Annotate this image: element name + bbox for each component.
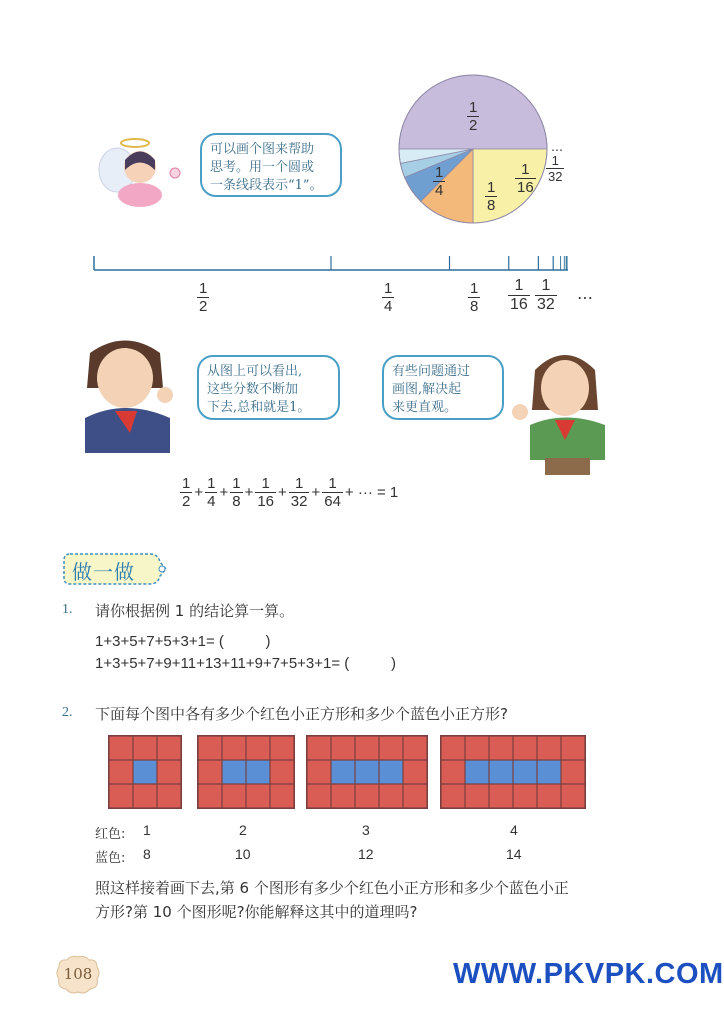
q1-number: 1. [62, 602, 73, 617]
blue-square [133, 760, 157, 784]
segment-label-eighth: 1 8 [470, 280, 479, 315]
pie-label-half: 1 2 [469, 99, 478, 134]
red-square [133, 784, 157, 808]
blue-count-4: 14 [506, 846, 522, 862]
red-square [537, 784, 561, 808]
pattern-figure [440, 735, 586, 809]
fraction-segment-line [92, 252, 572, 274]
pie-ellipsis: … [551, 140, 563, 154]
red-square [403, 784, 427, 808]
red-square [133, 736, 157, 760]
pie-label-eighth: 1 8 [487, 179, 496, 214]
blue-count-1: 8 [143, 846, 151, 862]
red-square [307, 760, 331, 784]
red-square [157, 760, 181, 784]
blue-count-label: 蓝色: [95, 851, 126, 866]
red-square [561, 736, 585, 760]
red-count-3: 3 [362, 822, 370, 838]
q2-prompt: 下面每个图中各有多少个红色小正方形和多少个蓝色小正方形? [95, 705, 508, 723]
blue-square [513, 760, 537, 784]
girl-illustration [510, 340, 610, 475]
red-square [441, 784, 465, 808]
series-sum-equation [180, 476, 398, 509]
pattern-figure [197, 735, 295, 809]
red-square [198, 760, 222, 784]
q1-equation-1: 1+3+5+7+5+3+1= ( ) [95, 633, 271, 650]
blue-square [379, 760, 403, 784]
red-square [157, 784, 181, 808]
red-count-4: 4 [510, 822, 518, 838]
section-title-text: 做一做 [72, 560, 135, 584]
pie-label-thirtysecond: 1 32 [548, 153, 563, 184]
red-square [537, 736, 561, 760]
plus-sign: + [278, 484, 287, 501]
red-square [307, 736, 331, 760]
q2-follow-up-line-1: 照这样接着画下去,第 6 个图形有多少个红色小正方形和多少个蓝色小正 [95, 879, 569, 897]
red-count-1: 1 [143, 822, 151, 838]
red-square [513, 736, 537, 760]
red-square [489, 784, 513, 808]
segment-label-thirtysecond: 1 32 [537, 277, 555, 313]
blue-square [465, 760, 489, 784]
pattern-figure [306, 735, 428, 809]
boy-illustration [75, 333, 185, 453]
q2-number: 2. [62, 705, 73, 720]
blue-square [331, 760, 355, 784]
red-square [403, 760, 427, 784]
red-square [561, 784, 585, 808]
series-term: $\frac{1}{16}$ [257, 475, 275, 510]
red-square [109, 760, 133, 784]
pattern-figure [108, 735, 182, 809]
red-square [198, 736, 222, 760]
angel-speech-bubble: 可以画个图来帮助 思考。用一个圆或 一条线段表示“1”。 [200, 133, 342, 197]
red-square [307, 784, 331, 808]
red-square [246, 736, 270, 760]
q1-equation-2: 1+3+5+7+9+11+13+11+9+7+5+3+1= ( ) [95, 655, 396, 672]
watermark-text: WWW.PKVPK.COM [453, 958, 724, 990]
red-square [355, 784, 379, 808]
red-square [331, 784, 355, 808]
red-square [465, 784, 489, 808]
red-square [270, 760, 294, 784]
q2-follow-up-line-2: 方形?第 10 个图形呢?你能解释这其中的道理吗? [95, 903, 418, 921]
red-square [441, 760, 465, 784]
red-square [561, 760, 585, 784]
square-pattern-figures [108, 735, 588, 810]
page-number-badge [55, 955, 101, 995]
red-square [157, 736, 181, 760]
red-square [441, 736, 465, 760]
series-term: $\frac{1}{32}$ [290, 475, 308, 510]
segment-label-sixteenth: 1 16 [510, 277, 528, 313]
red-square [355, 736, 379, 760]
series-term: $\frac{1}{4}$ [207, 475, 216, 510]
red-square [513, 784, 537, 808]
series-term: $\frac{1}{64}$ [324, 475, 341, 510]
red-square [109, 784, 133, 808]
red-square [270, 784, 294, 808]
blue-square [537, 760, 561, 784]
red-square [331, 736, 355, 760]
red-square [379, 784, 403, 808]
q1-prompt: 请你根据例 1 的结论算一算。 [95, 602, 295, 620]
section-title-badge [62, 550, 170, 588]
red-square [109, 736, 133, 760]
red-square [222, 736, 246, 760]
boy-speech-bubble: 从图上可以看出, 这些分数不断加 下去,总和就是1。 [197, 355, 340, 420]
plus-sign: + [311, 484, 321, 501]
blue-square [246, 760, 270, 784]
red-square [270, 736, 294, 760]
plus-sign: + [194, 484, 204, 501]
red-square [403, 736, 427, 760]
segment-label-quarter: 1 4 [384, 280, 393, 315]
series-term: $\frac{1}{8}$ [232, 475, 241, 510]
pie-label-sixteenth: 1 16 [517, 161, 534, 196]
blue-count-2: 10 [235, 846, 251, 862]
red-square [198, 784, 222, 808]
blue-square [355, 760, 379, 784]
girl-speech-bubble: 有些问题通过 画图,解决起 来更直观。 [382, 355, 504, 420]
red-count-label: 红色: [95, 827, 126, 842]
red-square [489, 736, 513, 760]
red-square [246, 784, 270, 808]
red-square [465, 736, 489, 760]
segment-label-half: 1 2 [199, 280, 208, 315]
red-square [222, 784, 246, 808]
page-number: 108 [63, 965, 93, 983]
blue-count-3: 12 [358, 846, 374, 862]
angel-illustration [95, 125, 185, 215]
series-term: $\frac{1}{2}$ [182, 475, 191, 510]
plus-sign: + [219, 484, 229, 501]
red-square [379, 736, 403, 760]
red-count-2: 2 [239, 822, 247, 838]
segment-ellipsis: … [577, 284, 593, 303]
blue-square [222, 760, 246, 784]
blue-square [489, 760, 513, 784]
series-tail: + ··· = 1 [344, 484, 399, 501]
pie-label-quarter: 1 4 [435, 164, 444, 199]
plus-sign: + [244, 484, 254, 501]
